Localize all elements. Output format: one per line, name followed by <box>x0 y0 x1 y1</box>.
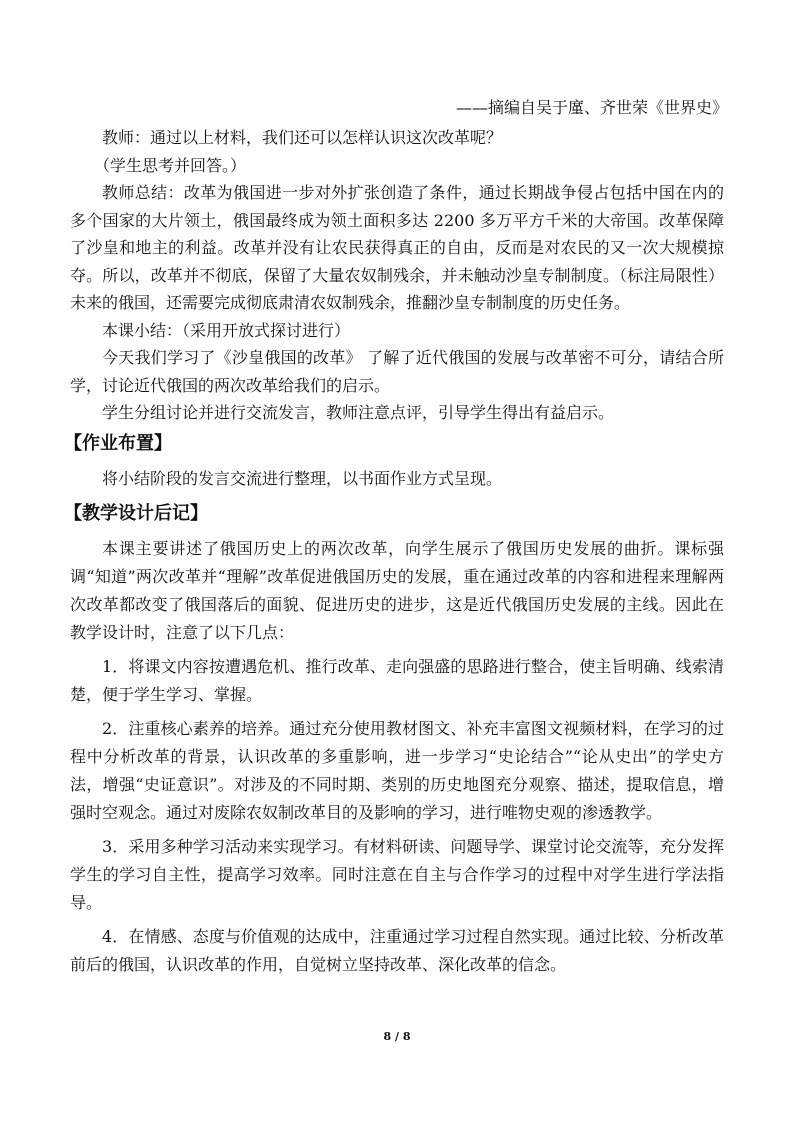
citation: ——摘编自吴于廑、齐世荣《世界史》 <box>455 98 728 117</box>
teacher-question: 教师：通过以上材料，我们还可以怎样认识这次改革呢？ <box>102 128 503 147</box>
postscript-point-3: 3．采用多种学习活动来实现学习。有材料研读、问题导学、课堂讨论交流等，充分发挥学生的学习自主性，提高学习效率。同时注意在自主与合作学习的过程中对学生进行学法指导。 <box>70 836 724 912</box>
teacher-summary: 教师总结：改革为俄国进一步对外扩张创造了条件，通过长期战争侵占包括中国在内的多个国家的大片领土，俄国最终成为领土面积多达 2200 多万平方千米的大帝国。改革保障了沙皇和地主的利益。改革并没有让农民获得真正的自由，反而是对农民的又一次大规模掠夺。所以，改革并不彻底，保留了大量农奴制残余，并未触动沙皇专制制度。（标注局限性）未来的俄国，还需要完成彻底肃清农奴制残余，推翻沙皇专制制度的历史任务。 <box>70 183 724 312</box>
postscript-point-2: 2．注重核心素养的培养。通过充分使用教材图文、补充丰富图文视频材料，在学习的过程中分析改革的背景，认识改革的多重影响，进一步学习“史论结合”“论从史出”的学史方法，增强“史证意识”。对涉及的不同时期、类别的历史地图充分观察、描述，提取信息，增强时空观念。通过对废除农奴制改革目的及影响的学习，进行唯物史观的渗透教学。 <box>70 718 724 822</box>
document-body <box>64 96 728 985</box>
homework-heading: 【作业布置】 <box>64 432 172 454</box>
lesson-summary-text: 今天我们学习了《沙皇俄国的改革》 了解了近代俄国的发展与改革密不可分，请结合所学，讨论近代俄国的两次改革给我们的启示。 <box>70 348 724 395</box>
postscript-point-1: 1．将课文内容按遭遇危机、推行改革、走向强盛的思路进行整合，使主旨明确、线索清楚，便于学生学习、掌握。 <box>70 656 724 704</box>
group-discussion-text: 学生分组讨论并进行交流发言，教师注意点评，引导学生得出有益启示。 <box>102 403 615 422</box>
student-response-note: （学生思考并回答。） <box>94 155 247 175</box>
lesson-summary-label: 本课小结：（采用开放式探讨进行） <box>102 320 351 340</box>
postscript-intro: 本课主要讲述了俄国历史上的两次改革，向学生展示了俄国历史发展的曲折。课标强调“知道”两次改革并“理解”改革促进俄国历史的发展，重在通过改革的内容和进程来理解两次改革都改变了俄国落后的面貌、促进历史的进步，这是近代俄国历史发展的主线。因此在教学设计时，注意了以下几点： <box>70 538 724 642</box>
homework-text: 将小结阶段的发言交流进行整理，以书面作业方式呈现。 <box>102 468 503 488</box>
page-number: 8 / 8 <box>383 1030 411 1043</box>
postscript-point-4: 4．在情感、态度与价值观的达成中，注重通过学习过程自然实现。通过比较、分析改革前后的俄国，认识改革的作用，自觉树立坚持改革、深化改革的信念。 <box>70 926 724 974</box>
postscript-heading: 【教学设计后记】 <box>64 502 208 524</box>
